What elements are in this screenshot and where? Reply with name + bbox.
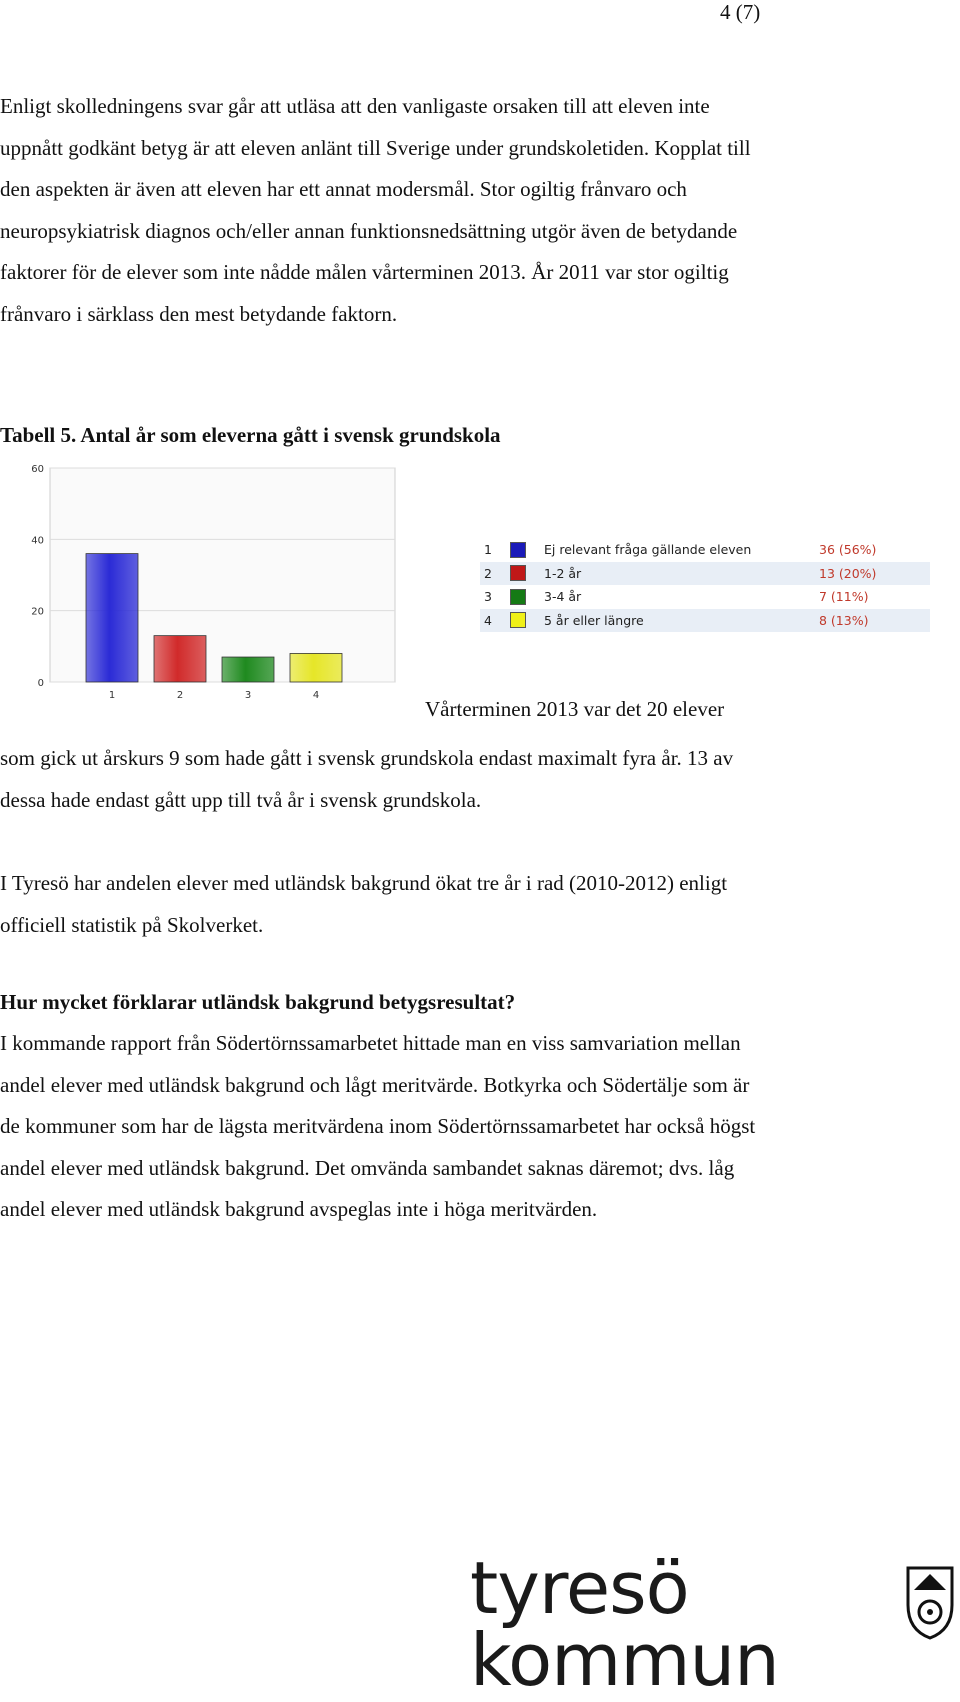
bar [290,653,342,682]
y-tick-label: 20 [31,606,44,618]
bar [86,554,138,682]
y-tick-label: 0 [37,678,44,689]
paragraph-spring-term: som gick ut årskurs 9 som hade gått i svensk grundskola endast maximalt fyra år. 13 av dessa hade endast gått upp till två år i svensk grundskola. [0,746,734,812]
legend-value: 36 (56%) [819,542,877,558]
legend-value: 13 (20%) [819,565,877,581]
paragraph-tyreso-background: I Tyresö har andelen elever med utländsk bakgrund ökat tre år i rad (2010-2012) enligt officiell statistik på Skolverket. [0,871,728,937]
legend-label: 1-2 år [544,565,582,581]
logo-text: tyresö kommun [470,1546,779,1702]
legend-number: 3 [484,589,492,605]
paragraph-spring-term-lead: Vårterminen 2013 var det 20 elever [425,697,725,721]
x-tick-label: 4 [312,690,320,701]
legend-row [480,538,930,562]
y-tick-label: 40 [31,535,44,547]
section-heading: Hur mycket förklarar utländsk bakgrund betygsresultat? [0,990,516,1014]
legend-label: Ej relevant fråga gällande eleven [544,542,752,558]
bar-chart [10,460,410,720]
chart-legend [480,538,930,632]
legend-value: 7 (11%) [819,589,869,605]
legend-swatch [510,589,526,605]
x-tick-label: 2 [176,690,184,701]
page-number: 4 (7) [720,0,761,24]
municipal-crest-icon [900,1560,960,1640]
legend-swatch [510,612,526,628]
legend-number: 2 [484,565,492,581]
paragraph-causes: Enligt skolledningens svar går att utläsa att den vanligaste orsaken till att eleven inte uppnått godkänt betyg är att eleven anlänt till Sverige under grundskoletiden. Kopplat till den aspekten är även att eleven har ett annat modersmål. Stor ogiltig frånvaro och neuropsykiatrisk diagnos och/eller annan funktionsnedsättning utgör även de betydande faktorer för de elever som inte nådde målen vårterminen 2013. År 2011 var stor ogiltig frånvaro i särklass den mest betydande faktorn. [0,94,751,326]
bar [154,636,206,682]
y-tick-label: 60 [31,464,44,475]
paragraph-sodertorn: I kommande rapport från Södertörnssamarbetet hittade man en viss samvariation mellan andel elever med utländsk bakgrund och lågt meritvärde. Botkyrka och Södertälje som är de kommuner som har de lägsta meritvärdena inom Södertörnssamarbetet har också högst andel elever med utländsk bakgrund. Det omvända sambandet saknas däremot; dvs. låg andel elever med utländsk bakgrund avspeglas inte i höga meritvärden. [0,1031,756,1221]
legend-row [480,609,930,633]
legend-label: 3-4 år [544,589,582,605]
x-tick-label: 3 [244,690,252,701]
legend-number: 4 [484,612,492,628]
bar [222,657,274,682]
x-tick-label: 1 [108,690,116,701]
legend-value: 8 (13%) [819,612,869,628]
legend-number: 1 [484,542,492,558]
bar-chart-svg [10,460,410,720]
tyreso-kommun-logo [470,1546,960,1702]
legend-row [480,562,930,586]
legend-row [480,585,930,609]
table-caption: Tabell 5. Antal år som eleverna gått i svensk grundskola [0,423,501,447]
legend-label: 5 år eller längre [544,612,644,628]
legend-swatch [510,542,526,558]
legend-swatch [510,565,526,581]
